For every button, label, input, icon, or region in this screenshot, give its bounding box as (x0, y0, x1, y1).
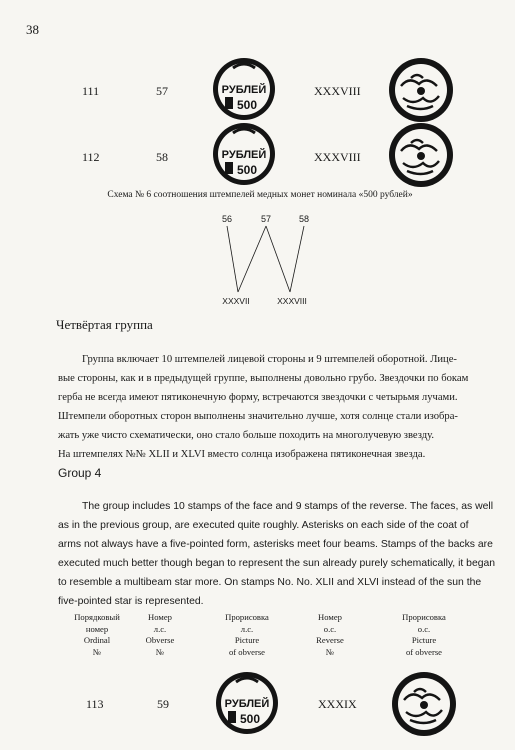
coin-value: 500 (236, 163, 258, 177)
diagram-link (227, 226, 238, 292)
coin-value: 500 (239, 712, 261, 726)
row-1-reverse: XXXVIII (314, 84, 361, 98)
diagram-link (290, 226, 304, 292)
paragraph-en (58, 497, 496, 611)
header-obverse-number: Номер л.с. Obverse № (145, 612, 175, 657)
diagram-node-58: 58 (298, 214, 310, 224)
diagram-node-xxxviii: XXXVIII (277, 296, 307, 306)
row-2-obverse: 58 (156, 150, 168, 164)
diagram-node-57: 57 (260, 214, 272, 224)
page-number: 38 (26, 22, 39, 37)
coin-denomination-word: РУБЛЕЙ (224, 698, 270, 710)
section-title-ru: Четвёртая группа (56, 317, 153, 332)
diagram-link (238, 226, 266, 292)
obverse-coin-image (211, 56, 277, 122)
diagram-node-56: 56 (221, 214, 233, 224)
row-2-reverse: XXXVIII (314, 150, 361, 164)
header-reverse-number: Номер о.с. Reverse № (316, 612, 344, 657)
coin-value: 500 (236, 98, 258, 112)
header-ordinal: Порядковый номер Ordinal № (74, 612, 120, 657)
paragraph-line: to resemble a multibeam star more. On stamps No. No. XLII and XLVI instead of the sun the (58, 577, 482, 588)
coin-denomination-word: РУБЛЕЙ (221, 149, 267, 161)
paragraph-line: Штемпели оборотных сторон выполнены значительно лучше, хотя солнце стали изобра- (58, 411, 458, 422)
row-3-ordinal: 113 (86, 697, 104, 711)
row-3-obverse: 59 (157, 697, 169, 711)
paragraph-line: Группа включает 10 штемпелей лицевой стороны и 9 штемпелей оборотной. Лице- (82, 354, 457, 365)
section-title-en: Group 4 (58, 466, 102, 480)
row-2-ordinal: 112 (82, 150, 100, 164)
header-reverse-picture: Прорисовка о.с. Picture of obverse (402, 612, 446, 657)
paragraph-ru (58, 350, 496, 464)
stamp-diagram (200, 210, 340, 315)
paragraph-line: The group includes 10 stamps of the face and 9 stamps of the reverse. The faces, as well (82, 501, 494, 512)
paragraph-line: arms not always have a five-pointed form, asterisks meet four beams. Stamps of the backs are (58, 539, 493, 550)
paragraph-line: вые стороны, как и в предыдущей группе, выполнены довольно грубо. Звездочки по бокам (58, 373, 469, 384)
header-obverse-picture: Прорисовка л.с. Picture of obverse (225, 612, 269, 657)
paragraph-line: as in the previous group, are executed quite roughly. Asterisks on each side of the coat of (58, 520, 469, 531)
row-1-obverse: 57 (156, 84, 168, 98)
obverse-coin-image (211, 121, 277, 187)
reverse-coin-image (390, 670, 458, 738)
paragraph-line: жать уже чисто схематически, оно стало больше походить на многолучевую звезду. (58, 430, 435, 441)
reverse-coin-image (387, 121, 455, 189)
diagram-link (266, 226, 290, 292)
obverse-coin-image (214, 670, 280, 736)
scheme-caption: Схема № 6 соотношения штемпелей медных монет номинала «500 рублей» (107, 190, 413, 200)
paragraph-line: герба не всегда имеют пятиконечную форму, встречаются звездочки с четырьмя лучами. (58, 392, 458, 403)
row-1-ordinal: 111 (82, 84, 100, 98)
coin-denomination-word: РУБЛЕЙ (221, 84, 267, 96)
diagram-node-xxxvii: XXXVII (222, 296, 250, 306)
paragraph-line: executed much better though began to represent the sun already purely schematically, it began (58, 558, 496, 569)
row-3-reverse: XXXIX (318, 697, 357, 711)
paragraph-line: На штемпелях №№ XLII и XLVI вместо солнца изображена пятиконечная звезда. (58, 449, 426, 460)
paragraph-line: five-pointed star is represented. (58, 596, 204, 607)
reverse-coin-image (387, 56, 455, 124)
